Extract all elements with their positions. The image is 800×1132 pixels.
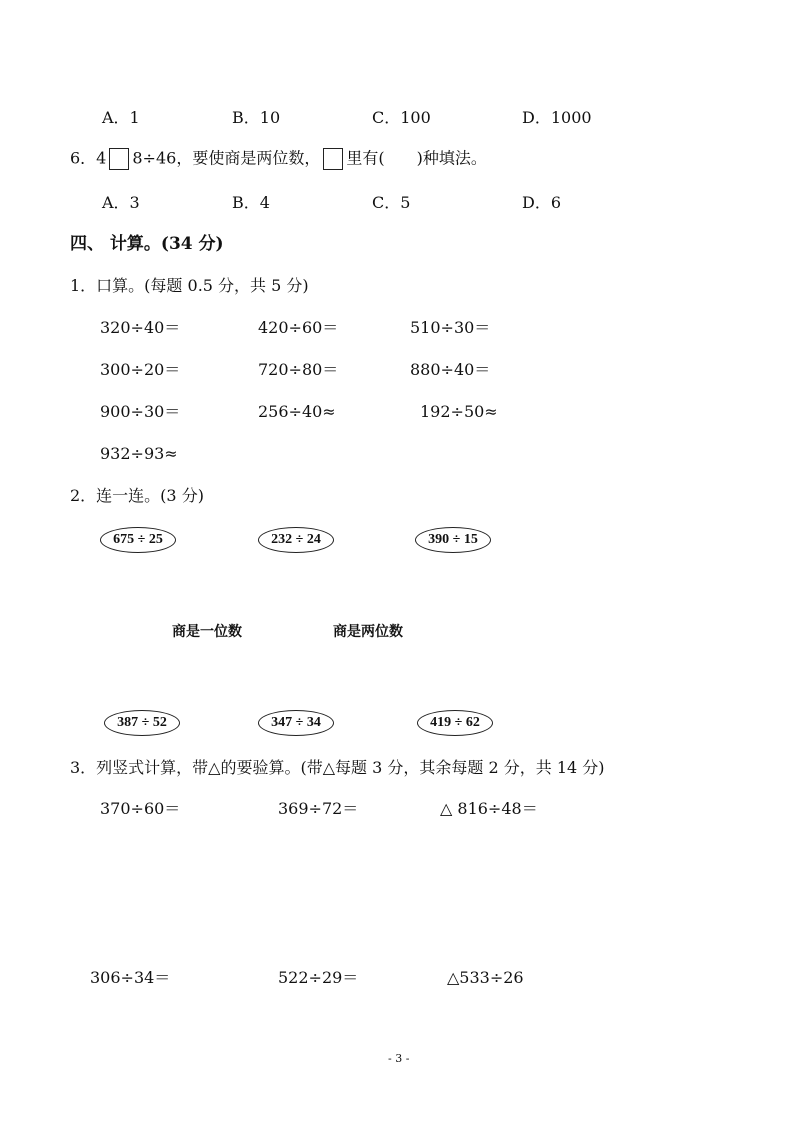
- oral-item: 720÷80＝: [258, 360, 339, 379]
- vertical-heading: 3．列竖式计算，带△的要验算。(带△每题 3 分，其余每题 2 分，共 14 分): [70, 758, 605, 777]
- oral-item: 256÷40≈: [258, 402, 336, 421]
- oral-item: 192÷50≈: [420, 402, 498, 421]
- oral-item: 900÷30＝: [100, 402, 181, 421]
- connect-heading: 2．连一连。(3 分): [70, 486, 204, 505]
- oral-item: 880÷40＝: [410, 360, 491, 379]
- category-label[interactable]: 商是两位数: [333, 624, 403, 640]
- connect-top-oval[interactable]: 390 ÷ 15: [415, 527, 491, 553]
- oral-item: 320÷40＝: [100, 318, 181, 337]
- section-title: 四、 计算。(34 分): [70, 234, 224, 254]
- q6-option-b: B．4: [232, 193, 270, 212]
- q6-tail: 里有( )种填法。: [346, 148, 487, 168]
- connect-top-oval[interactable]: 675 ÷ 25: [100, 527, 176, 553]
- q6-option-a: A．3: [102, 193, 140, 212]
- vertical-item: 522÷29＝: [278, 968, 359, 987]
- oral-item: 932÷93≈: [100, 444, 178, 463]
- vertical-item: 306÷34＝: [90, 968, 171, 987]
- q5-option-b: B．10: [232, 108, 281, 127]
- page-number: - 3 -: [388, 1052, 410, 1065]
- answer-box[interactable]: [109, 148, 129, 170]
- q5-option-c: C．100: [372, 108, 431, 127]
- q6-mid: 8÷46，要使商是两位数，: [132, 148, 321, 168]
- connect-top-oval[interactable]: 232 ÷ 24: [258, 527, 334, 553]
- q6-option-d: D．6: [522, 193, 562, 212]
- connect-bottom-oval[interactable]: 419 ÷ 62: [417, 710, 493, 736]
- connect-bottom-oval[interactable]: 347 ÷ 34: [258, 710, 334, 736]
- oral-heading: 1．口算。(每题 0.5 分，共 5 分): [70, 276, 309, 295]
- q6-number: 6．4: [70, 148, 107, 168]
- oral-item: 510÷30＝: [410, 318, 491, 337]
- oral-item: 300÷20＝: [100, 360, 181, 379]
- category-label[interactable]: 商是一位数: [172, 624, 242, 640]
- answer-box[interactable]: [323, 148, 343, 170]
- question-6: [70, 148, 487, 170]
- vertical-item: △533÷26: [447, 968, 524, 987]
- q5-option-a: A．1: [102, 108, 140, 127]
- vertical-item: 369÷72＝: [278, 799, 359, 818]
- q6-option-c: C．5: [372, 193, 411, 212]
- oral-item: 420÷60＝: [258, 318, 339, 337]
- connect-bottom-oval[interactable]: 387 ÷ 52: [104, 710, 180, 736]
- vertical-item: △ 816÷48＝: [440, 799, 538, 818]
- vertical-item: 370÷60＝: [100, 799, 181, 818]
- q5-option-d: D．1000: [522, 108, 592, 127]
